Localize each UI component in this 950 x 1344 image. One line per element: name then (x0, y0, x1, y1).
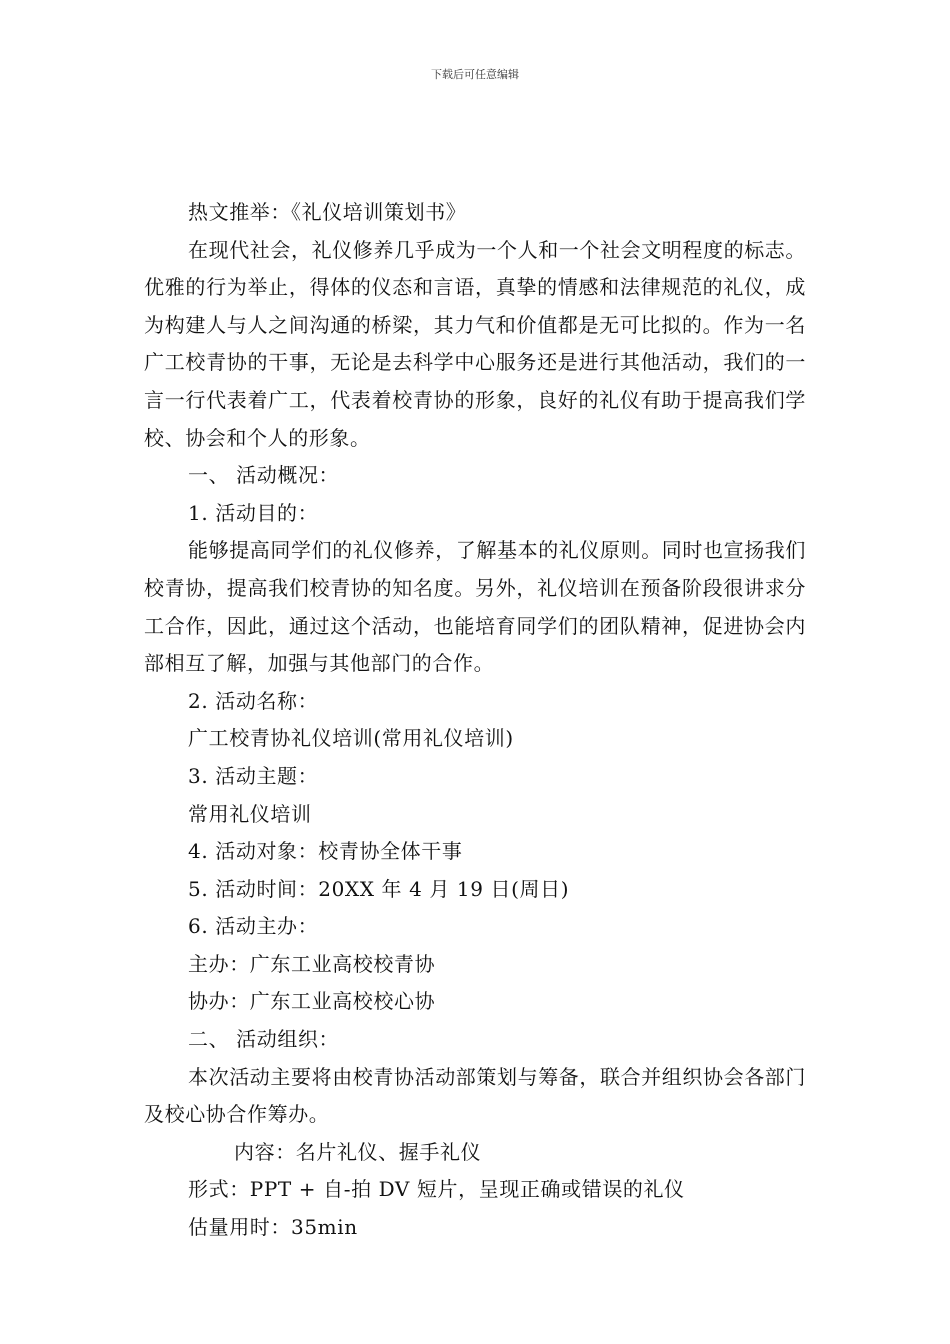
document-body (144, 194, 806, 1247)
organizer-label: 6. 活动主办： (188, 914, 319, 939)
purpose-paragraph: 能够提高同学们的礼仪修养，了解基本的礼仪原则。同时也宣扬我们校青协，提高我们校青协的知名度。另外，礼仪培训在预备阶段很讲求分工合作，因此，通过这个活动，也能培育同学们的团队精神，促进协会内部相互了解，加强与其他部门的合作。 (144, 538, 806, 676)
time-line: 5. 活动时间：20XX 年 4 月 19 日(周日) (188, 876, 570, 901)
theme-label: 3. 活动主题： (188, 763, 319, 788)
target-line: 4. 活动对象：校青协全体干事 (188, 839, 463, 864)
title-line: 热文推举：《礼仪培训策划书》 (188, 200, 467, 224)
section-heading-organization: 二、 活动组织： (188, 1027, 340, 1052)
purpose-label: 1. 活动目的： (188, 500, 319, 525)
page-header: 下载后可任意编辑 (431, 68, 519, 81)
name-label: 2. 活动名称： (188, 688, 319, 713)
organization-paragraph: 本次活动主要将由校青协活动部策划与筹备，联合并组织协会各部门及校心协合作筹办。 (144, 1064, 806, 1127)
form-line: 形式：PPT + 自-拍 DV 短片，呈现正确或错误的礼仪 (188, 1177, 685, 1202)
duration-line: 估量用时：35min (188, 1215, 358, 1240)
section-heading-overview: 一、 活动概况： (188, 463, 340, 488)
co-host-line: 协办：广东工业高校校心协 (188, 989, 436, 1014)
theme-text: 常用礼仪培训 (188, 801, 312, 826)
intro-paragraph: 在现代社会，礼仪修养几乎成为一个人和一个社会文明程度的标志。优雅的行为举止，得体的仪态和言语，真挚的情感和法律规范的礼仪，成为构建人与人之间沟通的桥梁，其力气和价值都是无可比拟的。作为一名广工校青协的干事，无论是去科学中心服务还是进行其他活动，我们的一言一行代表着广工，代表着校青协的形象，良好的礼仪有助于提高我们学校、协会和个人的形象。 (144, 237, 806, 450)
host-line: 主办：广东工业高校校青协 (188, 951, 436, 976)
name-text: 广工校青协礼仪培训(常用礼仪培训) (188, 726, 514, 751)
content-line: 内容：名片礼仪、握手礼仪 (234, 1139, 482, 1164)
